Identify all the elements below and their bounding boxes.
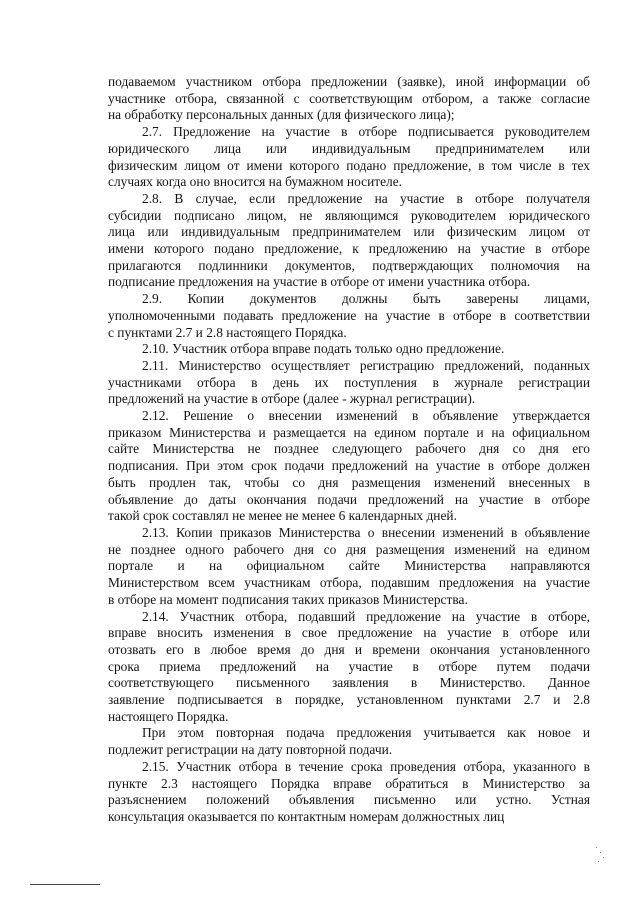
paragraph-p-2-15 <box>108 759 590 826</box>
paragraph-p-2-14-note <box>108 725 590 758</box>
text-line: соответствующего письменного заявления в Министерство. Данное <box>108 675 590 691</box>
text-line: вправе вносить изменения в свое предложение на участие в отборе или <box>108 625 590 641</box>
footnote-rule <box>30 884 100 885</box>
text-line: такой срок составлял не менее не менее 6 календарных дней. <box>108 508 457 524</box>
text-line: участнике отбора, связанной с соответствующим отбором, а также согласие <box>108 90 590 106</box>
paragraph-p-2-12 <box>108 408 590 525</box>
text-line: подлежит регистрации на дату повторной подачи. <box>108 742 393 758</box>
text-line: приказом Министерства и размещается на едином портале и на официальном <box>108 424 590 440</box>
paragraph-p-2-13 <box>108 525 590 609</box>
text-line: подписание предложения на участие в отборе от имени участника отбора. <box>108 274 531 290</box>
text-line: заявление подписывается в порядке, установленном пунктами 2.7 и 2.8 <box>108 692 590 708</box>
text-line: 2.11. Министерство осуществляет регистрацию предложений, поданных <box>142 357 590 373</box>
paragraph-p-2-11 <box>108 358 590 408</box>
text-line: 2.7. Предложение на участие в отборе подписывается руководителем <box>142 124 590 140</box>
text-line: участниками отбора в день их поступления в журнале регистрации <box>108 374 590 390</box>
text-line: срока приема предложений на участие в отборе путем подачи <box>108 658 590 674</box>
text-line: пункте 2.3 настоящего Порядка вправе обратиться в Министерство за <box>108 775 590 791</box>
text-line: не позднее одного рабочего дня со дня размещения изменений на едином <box>108 541 590 557</box>
text-line: на обработку персональных данных (для физического лица); <box>108 107 455 123</box>
text-line: предложений на участие в отборе (далее - журнал регистрации). <box>108 391 476 407</box>
text-line: подписания. При этом срок подачи предложений на участие в отборе должен <box>108 458 590 474</box>
scan-specks <box>594 846 608 864</box>
text-line: подаваемом участником отбора предложении (заявке), иной информации об <box>108 74 590 89</box>
text-line: уполномоченными подавать предложение на участие в отборе в соответствии <box>108 307 590 323</box>
text-line: 2.12. Решение о внесении изменений в объявление утверждается <box>142 408 590 424</box>
document-body <box>108 74 590 826</box>
text-line: объявление до даты окончания подачи предложений на участие в отборе <box>108 491 590 507</box>
text-line: отозвать его в любое время до дня и времени окончания установленного <box>108 641 590 657</box>
paragraph-p-2-7 <box>108 124 590 191</box>
paragraph-intro-cont <box>108 74 590 124</box>
text-line: настоящего Порядка. <box>108 708 229 724</box>
text-line: имени которого подано предложение, к предложению на участие в отборе <box>108 241 590 257</box>
text-line: в отборе на момент подписания таких приказов Министерства. <box>108 591 468 607</box>
text-line: разъяснением положений объявления письменно или устно. Устная <box>108 792 590 808</box>
text-line: консультация оказывается по контактным номерам должностных лиц <box>108 808 505 824</box>
paragraph-p-2-8 <box>108 191 590 291</box>
paragraph-p-2-14 <box>108 609 590 726</box>
text-line: случаях когда оно вносится на бумажном носителе. <box>108 174 403 190</box>
text-line: 2.14. Участник отбора, подавший предложение на участие в отборе, <box>142 608 590 624</box>
text-line: субсидии подписано лицом, не являющимся руководителем юридического <box>108 207 590 223</box>
text-line: Министерством всем участникам отбора, подавшим предложения на участие <box>108 575 590 591</box>
text-line: 2.9. Копии документов должны быть заверены лицами, <box>142 291 590 307</box>
text-line: с пунктами 2.7 и 2.8 настоящего Порядка. <box>108 324 347 340</box>
text-line: портале и на официальном сайте Министерства направляются <box>108 558 590 574</box>
text-line: сайте Министерства не позднее следующего рабочего дня со дня его <box>108 441 590 457</box>
text-line: быть продлен так, чтобы со дня размещения изменений внесенных в <box>108 474 590 490</box>
text-line: 2.15. Участник отбора в течение срока проведения отбора, указанного в <box>142 758 590 774</box>
text-line: физическим лицом от имени которого подано предложение, в том числе в тех <box>108 157 590 173</box>
text-line: прилагаются подлинники документов, подтверждающих полномочия на <box>108 257 590 273</box>
text-line: 2.13. Копии приказов Министерства о внесении изменений в объявление <box>142 524 590 540</box>
paragraph-p-2-10 <box>108 341 590 358</box>
paragraph-p-2-9 <box>108 291 590 341</box>
text-line: При этом повторная подача предложения учитывается как новое и <box>142 725 590 741</box>
text-line: юридического лица или индивидуальным предпринимателем или <box>108 140 590 156</box>
text-line: лица или индивидуальным предпринимателем или физическим лицом от <box>108 224 590 240</box>
text-line: 2.10. Участник отбора вправе подать только одно предложение. <box>142 341 505 357</box>
text-line: 2.8. В случае, если предложение на участие в отборе получателя <box>142 190 590 206</box>
